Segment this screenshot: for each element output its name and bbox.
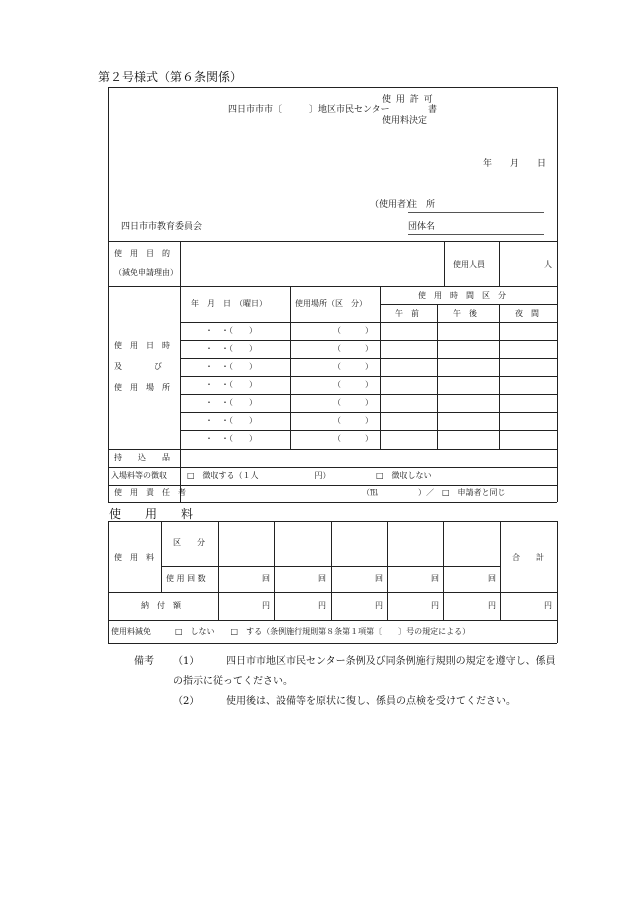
note2-text: 使用後は、設備等を原状に復し、係員の点検を受けてください。 xyxy=(226,696,516,707)
time-header: 使 用 時 間 区 分 xyxy=(418,291,506,300)
schedule-label-line2: 及 び xyxy=(114,362,162,371)
people-unit: 人 xyxy=(544,260,552,269)
note1-line2: の指示に従ってください。 xyxy=(173,676,293,687)
row-date[interactable]: ・ ・（ ） xyxy=(205,380,257,389)
row-date[interactable]: ・ ・（ ） xyxy=(205,434,257,443)
purpose-sublabel: （減免申請理由） xyxy=(114,268,178,277)
count-unit: 回 xyxy=(262,574,270,583)
paid-label: 納 付 額 xyxy=(141,601,181,610)
yen-unit: 円 xyxy=(431,601,439,610)
yen-unit-total: 円 xyxy=(544,601,552,610)
title-fee-decision: 使用料決定 xyxy=(382,116,428,126)
row-place[interactable]: （ ） xyxy=(333,416,373,425)
reduction-options[interactable]: □ しない □ する（条例施行規則第８条第１項第〔 〕号の規定による） xyxy=(175,627,471,636)
row-date[interactable]: ・ ・（ ） xyxy=(205,344,257,353)
title-suffix: 書 xyxy=(428,105,438,115)
yen-unit: 円 xyxy=(262,601,270,610)
note2-number: （2） xyxy=(173,696,200,707)
row-place[interactable]: （ ） xyxy=(333,362,373,371)
purpose-label: 使 用 目 的 xyxy=(114,249,170,258)
carry-in-label: 持 込 品 xyxy=(114,453,170,462)
note1-line1: 四日市市地区市民センター条例及び同条例施行規則の規定を遵守し、係員 xyxy=(226,656,556,667)
fee-section-title: 使 用 料 xyxy=(109,507,194,521)
date-header: 年 月 日 （曜日） xyxy=(191,299,267,308)
count-unit: 回 xyxy=(431,574,439,583)
responsible-tel[interactable]: （℡ ）／ □ 申請者と同じ xyxy=(362,488,506,497)
row-place[interactable]: （ ） xyxy=(333,434,373,443)
schedule-label-line3: 使 用 場 所 xyxy=(114,383,170,392)
fee-label: 使 用 料 xyxy=(114,553,154,562)
row-date[interactable]: ・ ・（ ） xyxy=(205,398,257,407)
board-label: 四日市市教育委員会 xyxy=(121,222,203,232)
time-night: 夜 間 xyxy=(515,309,539,318)
note1-number: （1） xyxy=(173,656,200,667)
responsible-label: 使 用 責 任 者 xyxy=(114,488,186,497)
row-date[interactable]: ・ ・（ ） xyxy=(205,416,257,425)
admission-label: 入場料等の徴収 xyxy=(111,471,167,480)
count-unit: 回 xyxy=(318,574,326,583)
group-label: 団体名 xyxy=(408,222,436,232)
address-label: 住 所 xyxy=(408,200,436,210)
yen-unit: 円 xyxy=(318,601,326,610)
row-date[interactable]: ・ ・（ ） xyxy=(205,326,257,335)
row-place[interactable]: （ ） xyxy=(333,380,373,389)
place-header: 使用場所（区 分） xyxy=(295,299,367,308)
time-pm: 午 後 xyxy=(453,309,477,318)
reduction-label: 使用料減免 xyxy=(111,627,151,636)
admission-collect-option[interactable]: □ 徴収する（１人 円） xyxy=(187,471,331,480)
title-prefix: 四日市市市〔 〕地区市民センター xyxy=(228,105,390,115)
row-place[interactable]: （ ） xyxy=(333,326,373,335)
date-line: 年 月 日 xyxy=(483,159,547,169)
category-label: 区 分 xyxy=(173,538,205,547)
count-label: 使 用 回 数 xyxy=(166,574,206,583)
yen-unit: 円 xyxy=(488,601,496,610)
schedule-label-line1: 使 用 日 時 xyxy=(114,341,170,350)
row-place[interactable]: （ ） xyxy=(333,344,373,353)
user-label: （使用者） xyxy=(370,200,416,210)
row-date[interactable]: ・ ・（ ） xyxy=(205,362,257,371)
title-permit: 使 用 許 可 xyxy=(382,95,434,105)
group-underline xyxy=(408,234,544,235)
row-place[interactable]: （ ） xyxy=(333,398,373,407)
people-label: 使用人員 xyxy=(453,260,485,269)
total-label: 合 計 xyxy=(512,553,544,562)
count-unit: 回 xyxy=(488,574,496,583)
address-underline xyxy=(408,212,544,213)
count-unit: 回 xyxy=(375,574,383,583)
notes-heading: 備考 xyxy=(134,656,154,667)
time-am: 午 前 xyxy=(395,309,419,318)
yen-unit: 円 xyxy=(375,601,383,610)
form-label: 第２号様式（第６条関係） xyxy=(98,70,243,84)
admission-not-option[interactable]: □ 徴収しない xyxy=(376,471,432,480)
